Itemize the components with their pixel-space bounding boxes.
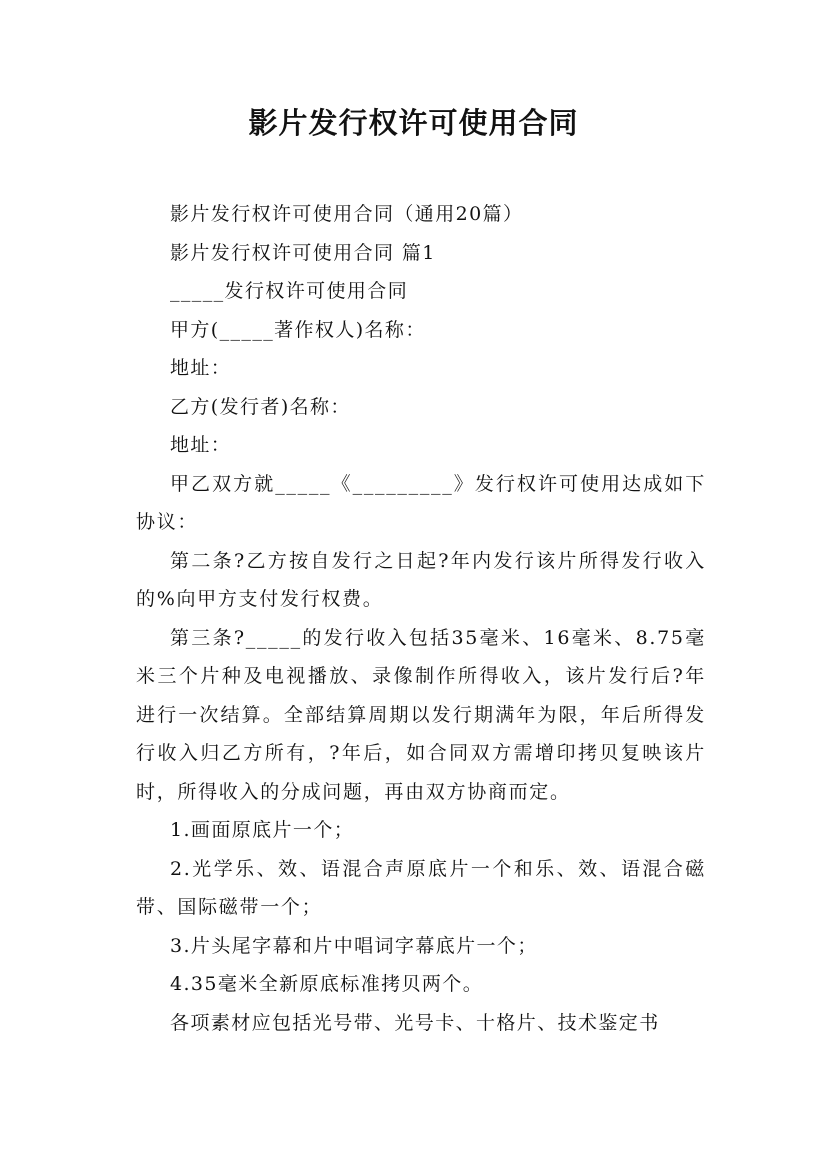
paragraph-agreement-intro: 甲乙双方就_____《_________》发行权许可使用达成如下协议： <box>136 472 706 533</box>
paragraph-article-2: 第二条?乙方按自发行之日起?年内发行该片所得发行收入的%向甲方支付发行权费。 <box>136 549 706 610</box>
paragraph-party-b-name: 乙方(发行者)名称： <box>170 395 351 418</box>
paragraph-article-3: 第三条?_____的发行收入包括35毫米、16毫米、8.75毫米三个片种及电视播放、录像制作所得收入，该片发行后?年进行一次结算。全部结算周期以发行期满年为限，年后所得发行收入归乙方所有，?年后，如合同双方需增印拷贝复映该片时，所得收入的分成问题，再由双方协商而定。 <box>136 626 706 803</box>
paragraph-subtitle: 影片发行权许可使用合同（通用20篇） <box>170 203 524 225</box>
paragraph-item-1: 1.画面原底片一个； <box>170 819 355 841</box>
paragraph-party-a-name: 甲方(_____著作权人)名称： <box>170 318 426 341</box>
document-body <box>136 195 706 1042</box>
paragraph-section-heading: 影片发行权许可使用合同 篇1 <box>170 241 436 264</box>
document-title: 影片发行权许可使用合同 <box>248 106 579 140</box>
paragraph-item-4: 4.35毫米全新原底标准拷贝两个。 <box>170 973 484 995</box>
paragraph-item-3: 3.片头尾字幕和片中唱词字幕底片一个； <box>170 934 538 957</box>
paragraph-materials: 各项素材应包括光号带、光号卡、十格片、技术鉴定书 <box>170 1011 660 1034</box>
paragraph-item-2: 2.光学乐、效、语混合声原底片一个和乐、效、语混合磁带、国际磁带一个； <box>136 857 706 918</box>
paragraph-contract-name: _____发行权许可使用合同 <box>170 280 409 302</box>
paragraph-party-a-address: 地址： <box>170 357 232 379</box>
paragraph-party-b-address: 地址： <box>170 434 232 456</box>
